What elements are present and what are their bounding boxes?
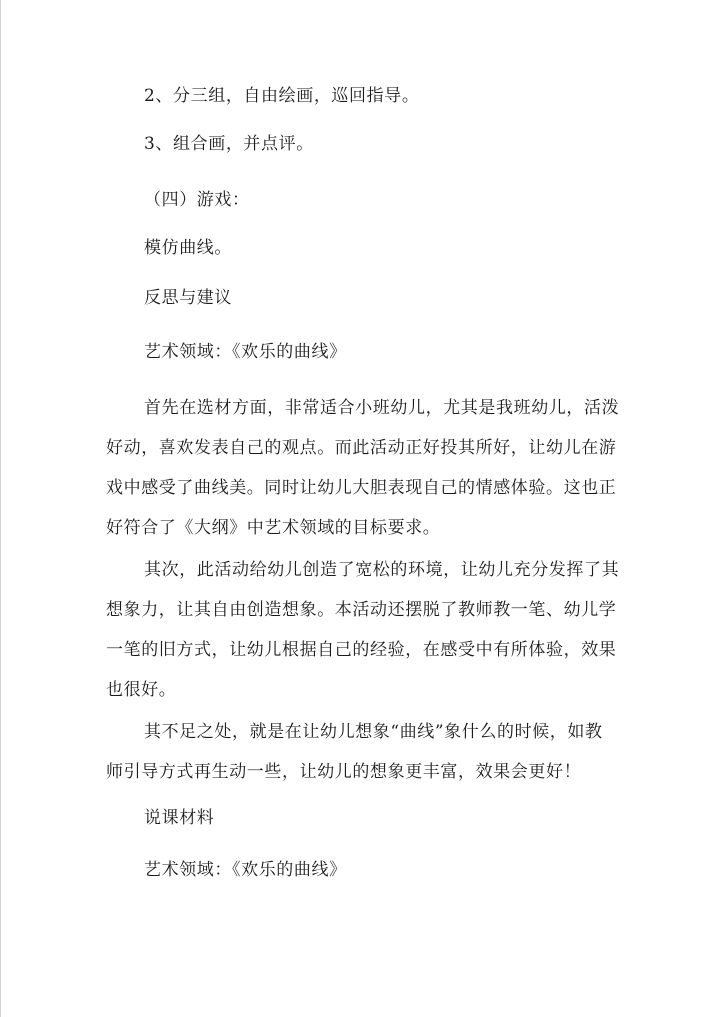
paragraph-line: 其次，此活动给幼儿创造了宽松的环境，让幼儿充分发挥了其 bbox=[144, 560, 620, 580]
paragraph-line: 师引导方式再生动一些，让幼儿的想象更丰富，效果会更好！ bbox=[106, 762, 582, 782]
lecture-material-heading: 说课材料 bbox=[144, 808, 215, 828]
paragraph-line: 也很好。 bbox=[106, 680, 177, 700]
paragraph-first bbox=[106, 388, 626, 548]
step-2-line: 2、分三组，自由绘画，巡回指导。 bbox=[144, 86, 420, 106]
paragraph-line: 好符合了《大纲》中艺术领域的目标要求。 bbox=[106, 518, 441, 538]
paragraph-line: 想象力，让其自由创造想象。本活动还摆脱了教师教一笔、幼儿学 bbox=[106, 600, 617, 620]
paragraph-second bbox=[106, 550, 626, 710]
paragraph-line: 其不足之处，就是在让幼儿想象“曲线”象什么的时候，如教 bbox=[144, 722, 603, 742]
game-content-line: 模仿曲线。 bbox=[144, 238, 232, 258]
paragraph-line: 首先在选材方面，非常适合小班幼儿，尤其是我班幼儿，活泼 bbox=[144, 398, 620, 418]
step-3-line: 3、组合画，并点评。 bbox=[144, 134, 314, 154]
art-domain-title-repeat: 艺术领域：《欢乐的曲线》 bbox=[144, 860, 347, 880]
paragraph-line: 一笔的旧方式，让幼儿根据自己的经验，在感受中有所体验，效果 bbox=[106, 640, 617, 660]
paragraph-line: 戏中感受了曲线美。同时让幼儿大胆表现自己的情感体验。这也正 bbox=[106, 478, 617, 498]
paragraph-third bbox=[106, 712, 626, 792]
paragraph-line: 好动，喜欢发表自己的观点。而此活动正好投其所好，让幼儿在游 bbox=[106, 438, 617, 458]
section-heading-game: （四）游戏： bbox=[144, 190, 250, 210]
art-domain-title: 艺术领域：《欢乐的曲线》 bbox=[144, 342, 347, 362]
reflection-heading: 反思与建议 bbox=[144, 288, 232, 308]
